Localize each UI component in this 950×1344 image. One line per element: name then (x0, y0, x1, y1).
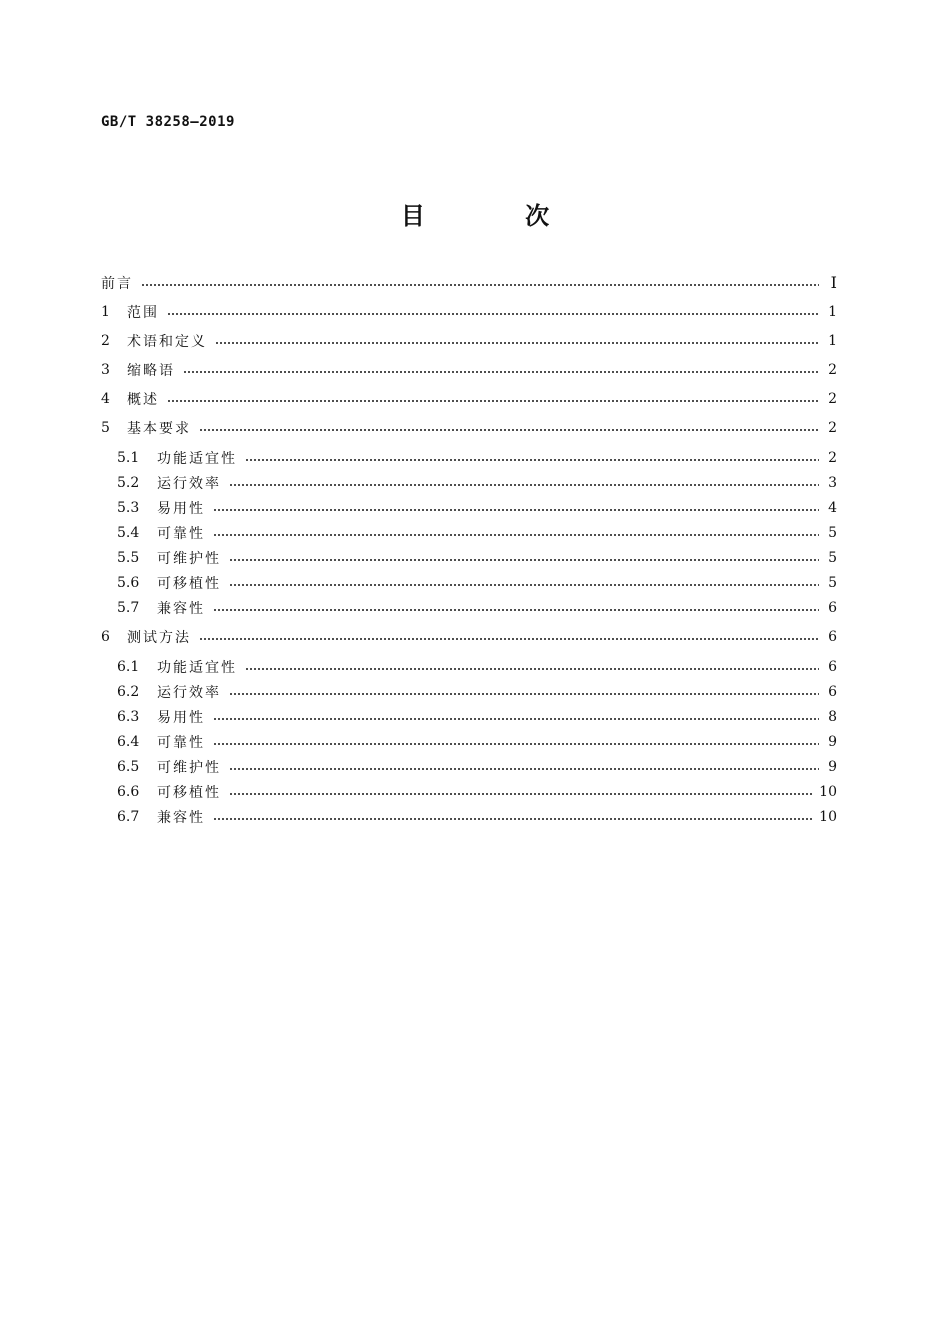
toc-entry[interactable] (117, 595, 837, 620)
toc-entry[interactable] (101, 624, 837, 649)
toc-entry-page-number: 9 (828, 733, 837, 750)
toc-dot-leader (229, 484, 819, 486)
toc-entry-page-number: 9 (828, 758, 837, 775)
toc-entry-page-number: 2 (828, 390, 837, 407)
toc-entry-label: 缩略语 (127, 362, 175, 379)
toc-dot-leader (215, 342, 819, 344)
toc-title: 目 次 (400, 202, 596, 230)
toc-entry-number: 6.4 (117, 733, 140, 750)
toc-dot-leader (199, 429, 819, 431)
toc-dot-leader (229, 768, 819, 770)
toc-dot-leader (213, 609, 819, 611)
toc-entry[interactable] (117, 445, 837, 470)
toc-entry-page-number: 2 (828, 419, 837, 436)
toc-entry[interactable] (101, 328, 837, 353)
toc-dot-leader (183, 371, 819, 373)
toc-entry-label: 可移植性 (157, 575, 221, 592)
toc-dot-leader (141, 284, 819, 286)
toc-entry-number: 6.2 (117, 683, 140, 700)
toc-entry-page-number: 4 (828, 499, 837, 516)
toc-entry[interactable] (117, 729, 837, 754)
toc-entry-label: 术语和定义 (127, 333, 207, 350)
toc-entry[interactable] (101, 415, 837, 440)
toc-dot-leader (213, 818, 813, 820)
toc-dot-leader (245, 668, 819, 670)
toc-entry-number: 5.3 (117, 499, 140, 516)
toc-entry-number: 5.4 (117, 524, 140, 541)
toc-entry-page-number: 10 (819, 783, 837, 800)
toc-entry-label: 可靠性 (157, 525, 205, 542)
toc-entry-page-number: 5 (828, 549, 837, 566)
toc-entry[interactable] (117, 495, 837, 520)
toc-entry-page-number: 1 (828, 332, 837, 349)
toc-entry-page-number: 6 (828, 628, 837, 645)
toc-entry-label: 功能适宜性 (157, 659, 237, 676)
toc-entry-label: 可维护性 (157, 550, 221, 567)
toc-dot-leader (213, 718, 819, 720)
toc-entry-number: 6.5 (117, 758, 140, 775)
toc-entry-page-number: 8 (828, 708, 837, 725)
toc-entry[interactable] (117, 654, 837, 679)
toc-entry-number: 1 (101, 303, 110, 320)
toc-entry-label: 兼容性 (157, 809, 205, 826)
toc-entry-label: 基本要求 (127, 420, 191, 437)
toc-entry-page-number: 6 (828, 658, 837, 675)
toc-dot-leader (199, 638, 819, 640)
toc-entry-number: 6.6 (117, 783, 140, 800)
toc-entry-label: 可移植性 (157, 784, 221, 801)
toc-entry-page-number: 3 (828, 474, 837, 491)
toc-entry-number: 4 (101, 390, 110, 407)
toc-entry-label: 范围 (127, 304, 159, 321)
toc-entry-number: 5.6 (117, 574, 140, 591)
toc-dot-leader (229, 793, 813, 795)
toc-entry-page-number: 2 (828, 449, 837, 466)
toc-entry[interactable] (117, 779, 837, 804)
toc-entry[interactable] (101, 386, 837, 411)
toc-dot-leader (229, 584, 819, 586)
toc-entry-number: 6.3 (117, 708, 140, 725)
toc-entry-label: 可靠性 (157, 734, 205, 751)
toc-entry-page-number: 6 (828, 599, 837, 616)
toc-entry-label: 易用性 (157, 500, 205, 517)
toc-entry-label: 兼容性 (157, 600, 205, 617)
toc-entry-page-number: 5 (828, 574, 837, 591)
toc-entry-number: 5.7 (117, 599, 140, 616)
toc-entry-page-number: 2 (828, 361, 837, 378)
toc-entry-number: 5 (101, 419, 110, 436)
toc-dot-leader (167, 313, 819, 315)
toc-entry-page-number: Ⅰ (830, 273, 837, 292)
toc-entry-label: 前言 (101, 275, 133, 292)
toc-dot-leader (213, 534, 819, 536)
toc-entry[interactable] (101, 299, 837, 324)
toc-entry-page-number: 10 (819, 808, 837, 825)
toc-entry[interactable] (117, 520, 837, 545)
toc-entry-number: 5.5 (117, 549, 140, 566)
toc-dot-leader (213, 743, 819, 745)
toc-entry-number: 2 (101, 332, 110, 349)
toc-entry[interactable] (117, 804, 837, 829)
toc-entry-page-number: 6 (828, 683, 837, 700)
toc-entry[interactable] (117, 704, 837, 729)
toc-entry-label: 可维护性 (157, 759, 221, 776)
toc-entry-number: 6.7 (117, 808, 140, 825)
toc-entry-label: 运行效率 (157, 684, 221, 701)
toc-entry-number: 6 (101, 628, 110, 645)
toc-entry-number: 5.1 (117, 449, 140, 466)
toc-entry[interactable] (117, 754, 837, 779)
toc-dot-leader (213, 509, 819, 511)
toc-entry-label: 易用性 (157, 709, 205, 726)
toc-entry-label: 概述 (127, 391, 159, 408)
toc-dot-leader (245, 459, 819, 461)
toc-entry[interactable] (117, 570, 837, 595)
toc-entry-label: 运行效率 (157, 475, 221, 492)
toc-dot-leader (167, 400, 819, 402)
toc-entry-number: 3 (101, 361, 110, 378)
toc-entry-number: 6.1 (117, 658, 140, 675)
toc-entry-page-number: 5 (828, 524, 837, 541)
toc-entry[interactable] (117, 679, 837, 704)
document-code: GB/T 38258—2019 (101, 114, 235, 130)
toc-entry-number: 5.2 (117, 474, 140, 491)
toc-dot-leader (229, 693, 819, 695)
toc-entry[interactable] (117, 470, 837, 495)
toc-entry-label: 功能适宜性 (157, 450, 237, 467)
toc-entry-label: 测试方法 (127, 629, 191, 646)
toc-dot-leader (229, 559, 819, 561)
toc-entry[interactable] (117, 545, 837, 570)
toc-entry[interactable] (101, 270, 837, 295)
toc-entry-page-number: 1 (828, 303, 837, 320)
toc-entry[interactable] (101, 357, 837, 382)
